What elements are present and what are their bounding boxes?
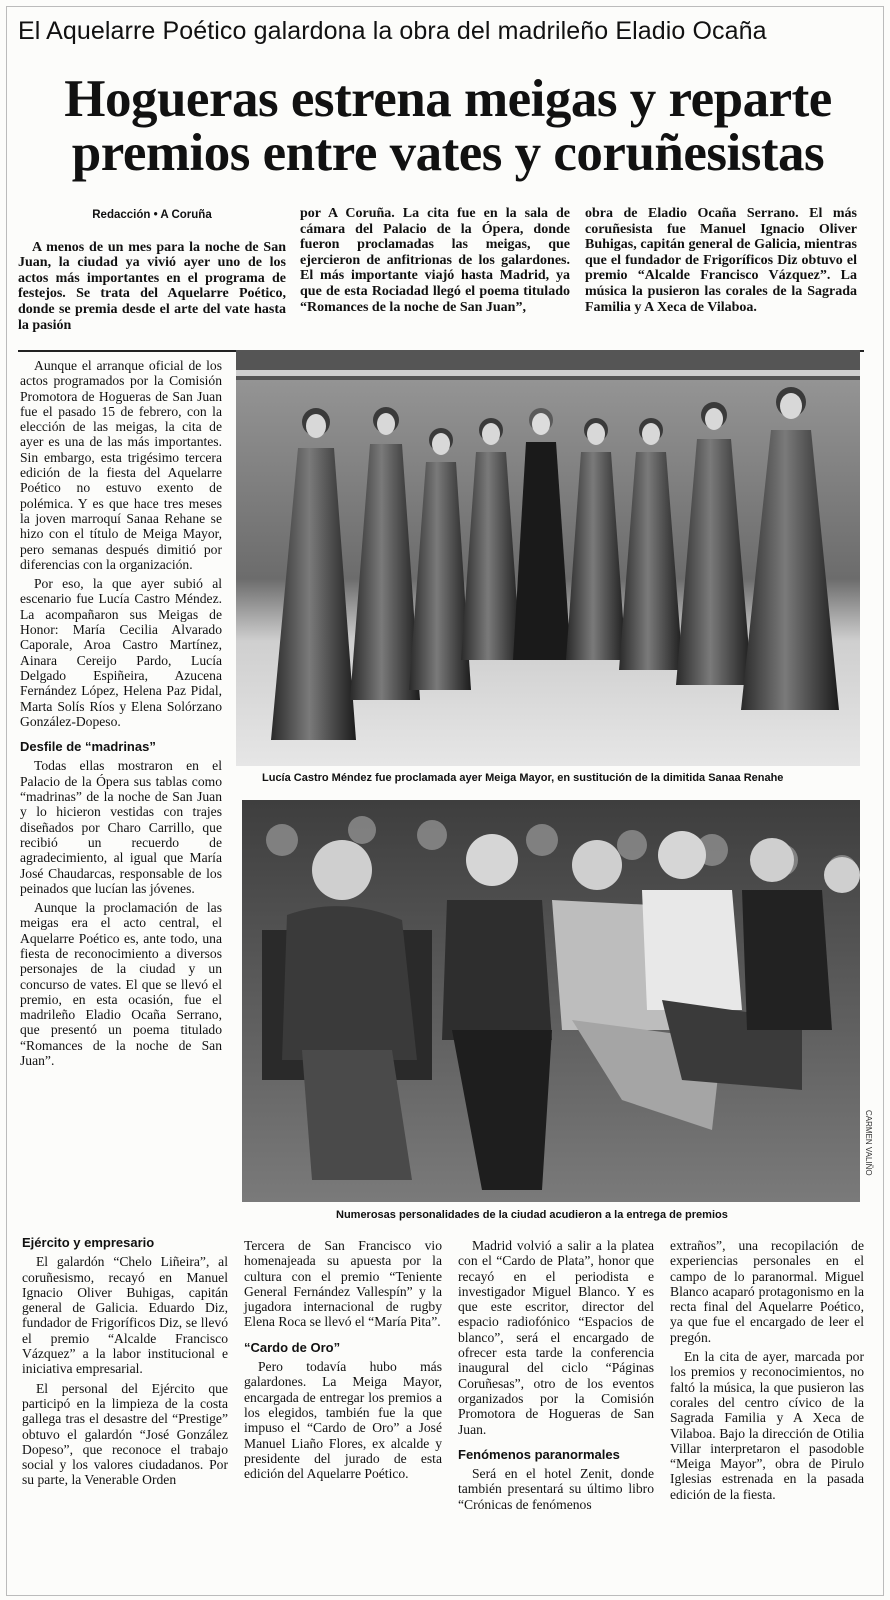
left-paragraph-4: Aunque la proclamación de las meigas era el acto central, el Aquelarre Poético es, ante todo, una fiesta de reconocimiento a diversos personajes de la ciudad y un concurso de vates. El que se llevó el premio, en esta ocasión, fue el madrileño Eladio Ocaña Serrano, que presentó un poema titulado “Romances de la noche de San Juan”. <box>20 900 222 1069</box>
bottom-column-1 <box>22 1235 228 1488</box>
headline-line-1: Hogueras estrena meigas y reparte <box>64 70 832 128</box>
photo-audience <box>242 800 860 1202</box>
bottom-col3-paragraph-2: Será en el hotel Zenit, donde también presentará su último libro “Crónicas de fenómenos <box>458 1466 654 1512</box>
headline-line-2: premios entre vates y coruñesistas <box>71 124 825 182</box>
left-column <box>20 358 222 1068</box>
headline <box>18 72 878 180</box>
bottom-col4-paragraph-2: En la cita de ayer, marcada por los premios y reconocimientos, no faltó la música, la que pusieron las corales del centro cívico de la Sagrada Familia y A Xeca de Vilaboa. Bajo la dirección de Otilia Villar interpretaron el pasodoble “Meiga Mayor”, obra de Pirulo Iglesias estrenada en la pasada edición de la fiesta. <box>670 1349 864 1502</box>
bottom-column-4 <box>670 1238 864 1502</box>
bottom-column-2 <box>244 1238 442 1481</box>
bottom-column-3 <box>458 1238 654 1512</box>
lede-paragraph-2: por A Coruña. La cita fue en la sala de cámara del Palacio de la Ópera, donde fueron proclamadas las meigas, que ejercieron de anfitrionas de los galardones. El más importante viajó hasta Madrid, ya que de esta Rociadad llegó el poema titulado “Romances de la noche de San Juan”, <box>300 206 570 315</box>
lede-paragraph-1: A menos de un mes para la noche de San Juan, la ciudad ya vivió ayer uno de los actos más importantes en el programa de festejos. Se trata del Aquelarre Poético, donde se premia desde el arte del vate hasta la pasión <box>18 239 286 333</box>
photo-audience-caption: Numerosas personalidades de la ciudad acudieron a la entrega de premios <box>336 1209 728 1221</box>
photo-meigas <box>236 350 860 766</box>
subhead-ejercito: Ejército y empresario <box>22 1235 155 1250</box>
photo-meigas-image <box>236 350 860 766</box>
lede-column-2 <box>300 206 570 315</box>
byline: Redacción • A Coruña <box>92 209 212 221</box>
left-paragraph-3: Todas ellas mostraron en el Palacio de la Ópera sus tablas como “madrinas” de la noche de San Juan y lo hicieron vestidas con trajes diseñados por Charo Carrillo, que recibió un recuerdo de agradecimiento, al igual que María José Chaudarcas, responsable de los peinados que lucían las jóvenes. <box>20 758 222 896</box>
subhead-fenomenos: Fenómenos paranormales <box>458 1446 620 1462</box>
lede-column-1 <box>18 208 286 333</box>
lede-paragraph-3: obra de Eladio Ocaña Serrano. El más coruñesista fue Manuel Ignacio Oliver Buhigas, capitán general de Galicia, mientras que el fundador de Frigoríficos Diz obtuvo el premio “Alcalde Francisco Vázquez”. La música la pusieron las corales de la Sagrada Familia y A Xeca de Vilaboa. <box>585 206 857 315</box>
bottom-col1-paragraph-1: El galardón “Chelo Liñeira”, al coruñesismo, recayó en Manuel Ignacio Oliver Buhigas, capitán general de Galicia. Eduardo Diz, fundador de Frigoríficos Diz, se llevó el premio “Alcalde Francisco Vázquez” a la labor institucional e iniciativa empresarial. <box>22 1254 228 1377</box>
bottom-col3-paragraph-1: Madrid volvió a salir a la platea con el “Cardo de Plata”, honor que recayó en el periodista e investigador Miguel Blanco. Y es que este escritor, director del espacio radiofónico “Espacios de blanco”, será el encargado de ofrecer esta tarde la conferencia inaugural del ciclo “Páginas Coruñesas”, otro de los eventos organizados por la Comisión Promotora de Hogueras de San Juan. <box>458 1238 654 1437</box>
bottom-col4-paragraph-1: extraños”, una recopilación de experiencias personales en el campo de lo paranormal. Miguel Blanco acaparó protagonismo en la recta final del Aquelarre Poético, ya que fue el encargado de leer el pregón. <box>670 1238 864 1345</box>
subhead-cardo: “Cardo de Oro” <box>244 1339 341 1355</box>
lede-column-3 <box>585 206 857 315</box>
bottom-col1-paragraph-2: El personal del Ejército que participó en la limpieza de la costa gallega tras el desastre del “Prestige” obtuvo el galardón “José González Dopeso”, que reconoce el trabajo social y los valores ciudadanos. Por su parte, la Venerable Orden <box>22 1380 228 1488</box>
subhead-desfile: Desfile de “madrinas” <box>20 739 156 755</box>
photo-meigas-caption: Lucía Castro Méndez fue proclamada ayer Meiga Mayor, en sustitución de la dimitida Sanaa Renahe <box>262 772 784 784</box>
kicker: El Aquelarre Poético galardona la obra del madrileño Eladio Ocaña <box>18 17 767 45</box>
left-paragraph-1: Aunque el arranque oficial de los actos programados por la Comisión Promotora de Hogueras de San Juan fue el pasado 15 de febrero, con la elección de las meigas, la cita de ayer es una de las más importantes. Sin embargo, esta trigésimo tercera edición de la fiesta del Aquelarre Poético no estuvo exento de polémica. Y es que hace tres meses la joven marroquí Sanaa Rehane se hizo con el título de Meiga Mayor, pero semanas después dimitió por diferencias con la organización. <box>20 358 222 572</box>
left-paragraph-2: Por eso, la que ayer subió al escenario fue Lucía Castro Méndez. La acompañaron sus Meigas de Honor: María Cecilia Alvarado Caporale, Aroa Castro Martínez, Ainara Cereijo Pardo, Lucía Delgado Espiñeira, Azucena Fernández López, Helena Paz Pidal, Marta Solís Ríos y Elena Solórzano González-Dopeso. <box>20 576 222 729</box>
bottom-col2-paragraph-1: Tercera de San Francisco vio homenajeada su apuesta por la cultura con el premio “Teniente General Fernández Vallespín” y la jugadora internacional de rugby Elena Roca se llevó el “María Pita”. <box>244 1238 442 1330</box>
bottom-col2-paragraph-2: Pero todavía hubo más galardones. La Meiga Mayor, encargada de entregar los premios a los elegidos, también fue la que impuso el “Cardo de Oro” a José Manuel Liaño Flores, ex alcalde y presidente del jurado de esta edición del Aquelarre Poético. <box>244 1359 442 1482</box>
photo-audience-image <box>242 800 860 1202</box>
photo-credit: CARMEN VALIÑO <box>864 1110 873 1176</box>
